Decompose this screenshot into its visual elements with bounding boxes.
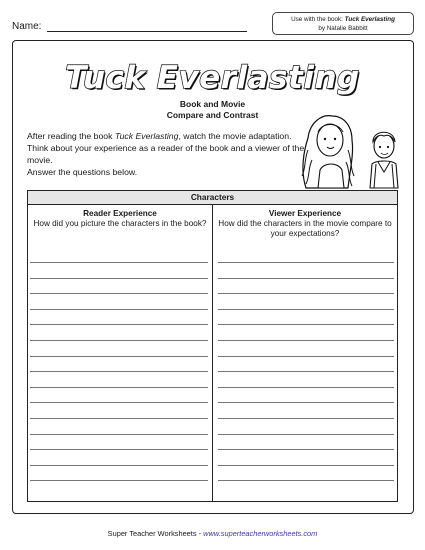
instructions-text-end: , watch the movie adaptation. Think about your experience as a reader of the book and a viewer of the movie. (27, 131, 305, 165)
answer-line[interactable] (30, 293, 208, 309)
footer-url-link[interactable]: www.superteacherworksheets.com (203, 529, 318, 538)
viewer-experience-title: Viewer Experience (268, 209, 342, 218)
answer-line[interactable] (218, 309, 394, 325)
answer-line[interactable] (30, 278, 208, 294)
answer-line[interactable] (218, 324, 394, 340)
reader-experience-header (28, 209, 212, 229)
subtitle-compare-contrast: Compare and Contrast (166, 110, 259, 120)
subtitle-book-movie: Book and Movie (179, 99, 246, 109)
answer-line[interactable] (30, 387, 208, 403)
instructions-answer-line: Answer the questions below. (27, 167, 138, 177)
answer-line[interactable] (218, 434, 394, 450)
answer-line[interactable] (30, 465, 208, 481)
viewer-answer-lines[interactable] (218, 262, 394, 496)
answer-line[interactable] (218, 465, 394, 481)
answer-line[interactable] (218, 340, 394, 356)
answer-line[interactable] (218, 387, 394, 403)
reader-answer-lines[interactable] (30, 262, 208, 496)
viewer-experience-question: How did the characters in the movie compare to your expectations? (218, 219, 392, 238)
characters-illustration-icon (298, 110, 410, 190)
answer-line[interactable] (218, 262, 394, 278)
instructions (27, 130, 307, 178)
book-note-prefix: Use with the book: (291, 16, 343, 23)
instructions-text-start: After reading the book (27, 131, 115, 141)
answer-line[interactable] (218, 293, 394, 309)
instructions-book-title: Tuck Everlasting (114, 131, 179, 141)
answer-line[interactable] (218, 278, 394, 294)
answer-line[interactable] (218, 371, 394, 387)
name-field[interactable] (47, 31, 247, 32)
answer-line[interactable] (218, 356, 394, 372)
answer-line[interactable] (30, 309, 208, 325)
answer-line[interactable] (218, 449, 394, 465)
table-column-divider (212, 205, 213, 502)
book-note-author: by Natalie Babbitt (318, 25, 368, 32)
answer-line[interactable] (218, 418, 394, 434)
page-title: Tuck Everlasting (65, 60, 360, 96)
answer-line[interactable] (30, 480, 208, 496)
answer-line[interactable] (30, 340, 208, 356)
answer-line[interactable] (218, 480, 394, 496)
answer-line[interactable] (30, 324, 208, 340)
table-header-characters: Characters (27, 190, 398, 205)
answer-line[interactable] (218, 402, 394, 418)
answer-line[interactable] (30, 402, 208, 418)
answer-line[interactable] (30, 371, 208, 387)
reader-experience-question: How did you picture the characters in the book? (33, 219, 207, 228)
answer-line[interactable] (30, 434, 208, 450)
book-note-box (272, 12, 414, 35)
viewer-experience-header (213, 209, 397, 239)
book-note-title: Tuck Everlasting (344, 16, 395, 23)
answer-line[interactable] (30, 356, 208, 372)
footer-site: Super Teacher Worksheets - (107, 529, 204, 538)
footer (0, 529, 425, 538)
name-label: Name: (12, 21, 42, 32)
answer-line[interactable] (30, 418, 208, 434)
answer-line[interactable] (30, 262, 208, 278)
answer-line[interactable] (30, 449, 208, 465)
reader-experience-title: Reader Experience (83, 209, 157, 218)
